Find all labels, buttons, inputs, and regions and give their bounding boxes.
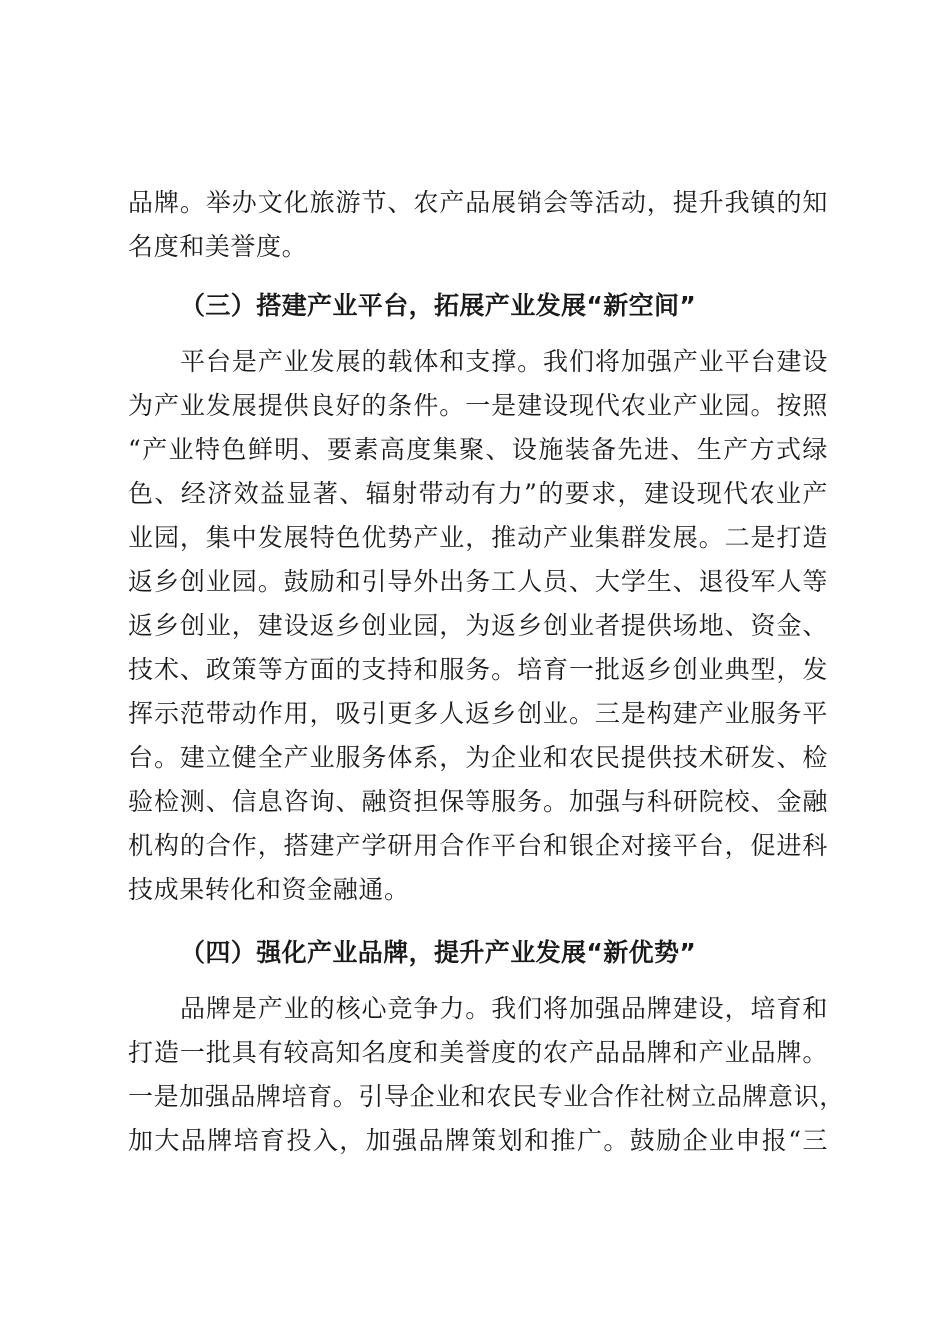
- paragraph-3-line-1: 品牌是产业的核心竞争力。我们将加强品牌建设，培育和: [180, 994, 828, 1023]
- paragraph-3-line-4: 加大品牌培育投入，加强品牌策划和推广。鼓励企业申报“三: [128, 1126, 828, 1155]
- paragraph-2-line-3: “产业特色鲜明、要素高度集聚、设施装备先进、生产方式绿: [128, 435, 828, 464]
- paragraph-2-line-11: 验检测、信息咨询、融资担保等服务。加强与科研院校、金融: [128, 787, 828, 816]
- paragraph-2-line-12: 机构的合作，搭建产学研用合作平台和银企对接平台，促进科: [128, 831, 828, 860]
- paragraph-2-line-13: 技成果转化和资金融通。: [128, 875, 410, 904]
- paragraph-1-line-1: 品牌。举办文化旅游节、农产品展销会等活动，提升我镇的知: [128, 188, 828, 217]
- paragraph-2-line-9: 挥示范带动作用，吸引更多人返乡创业。三是构建产业服务平: [128, 699, 828, 728]
- paragraph-2-line-6: 返乡创业园。鼓励和引导外出务工人员、大学生、退役军人等: [128, 567, 828, 596]
- paragraph-2-line-7: 返乡创业，建设返乡创业园，为返乡创业者提供场地、资金、: [128, 611, 828, 640]
- paragraph-1-line-2: 名度和美誉度。: [128, 232, 308, 261]
- paragraph-2-line-8: 技术、政策等方面的支持和服务。培育一批返乡创业典型，发: [128, 655, 828, 684]
- paragraph-3-line-3: 一是加强品牌培育。引导企业和农民专业合作社树立品牌意识，: [128, 1082, 845, 1111]
- paragraph-2-line-10: 台。建立健全产业服务体系，为企业和农民提供技术研发、检: [128, 743, 828, 772]
- section-heading-3: （三）搭建产业平台，拓展产业发展“新空间”: [180, 291, 697, 320]
- paragraph-2-line-4: 色、经济效益显著、辐射带动有力”的要求，建设现代农业产: [128, 479, 828, 508]
- paragraph-3-line-2: 打造一批具有较高知名度和美誉度的农产品品牌和产业品牌。: [128, 1038, 828, 1067]
- paragraph-2-line-5: 业园，集中发展特色优势产业，推动产业集群发展。二是打造: [128, 523, 828, 552]
- paragraph-2-line-1: 平台是产业发展的载体和支撑。我们将加强产业平台建设: [180, 347, 828, 376]
- paragraph-2-line-2: 为产业发展提供良好的条件。一是建设现代农业产业园。按照: [128, 391, 828, 420]
- section-heading-4: （四）强化产业品牌，提升产业发展“新优势”: [180, 938, 697, 967]
